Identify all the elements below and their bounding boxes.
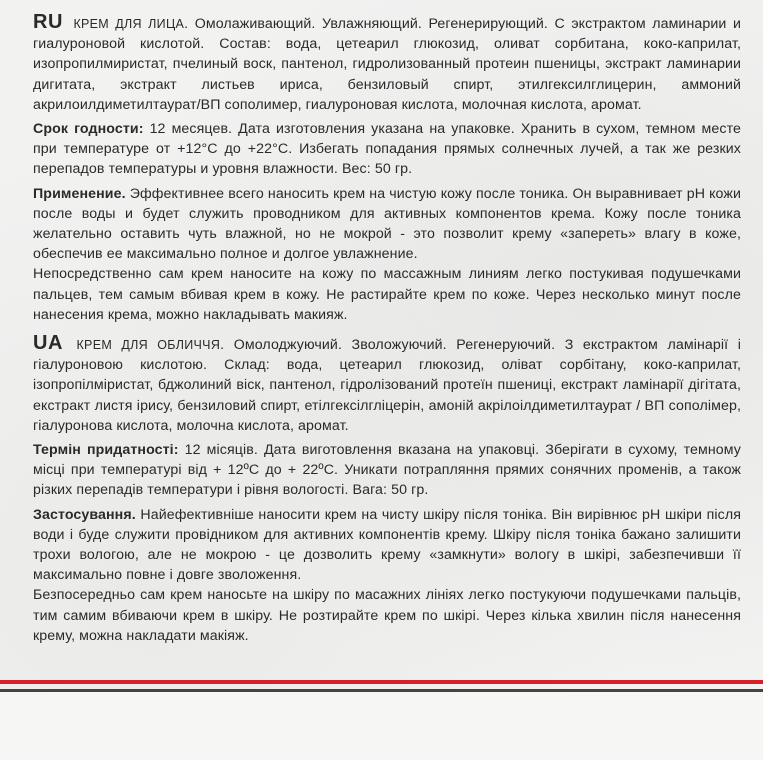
ru-usage-text: Эффективнее всего наносить крем на чистую кожу после тоника. Он выравнивает рН кожи после воды и будет служить проводником для активных компонентов крема. Кожу после тоника желательно оставить чуть влажной, но не мокрой - это позволит крему «запереть» влагу в коже, обеспечив ее максимально полное и долгое увлажнение. xyxy=(33,185,741,263)
bottom-blank-band xyxy=(0,692,763,760)
ua-product-name: КРЕМ ДЛЯ ОБЛИЧЧЯ xyxy=(76,338,221,353)
ru-intro-text: . Омолаживающий. Увлажняющий. Регенерирующий. С экстрактом ламинарии и гиалуроновой кислотой. Состав: вода, цетеарил глюкозид, оливат сорбитана, коко-каприлат, изопропилмиристат, пчелиный воск, пантенол, гидролизованный протеин пшеницы, экстракт ламинарии дигитата, экстракт листьев ириса, бензиловый спирт, этилгексилглицерин, аммоний акрилоилдиметилтаурат/ВП сополимер, гиалуроновая кислота, молочная кислота, аромат. xyxy=(33,16,741,113)
ru-shelf-life-text: 12 месяцев. Дата изготовления указана на упаковке. Хранить в сухом, темном месте при температуре от +12°С до +22°С. Избегать попадания прямых солнечных лучей, а так же резких перепадов температуры и уровня влажности. Вес: 50 гр. xyxy=(33,121,741,178)
ua-shelf-life-text: 12 місяців. Дата виготовлення вказана на упаковці. Зберігати в сухому, темному місці при температурі від + 12ºС до + 22ºС. Уникати потрапляння прямих сонячних променів, а також різких перепадів температури і рівня вологості. Вага: 50 гр. xyxy=(33,442,741,499)
ru-product-name: КРЕМ ДЛЯ ЛИЦА xyxy=(73,17,185,31)
ru-shelf-life-paragraph xyxy=(33,119,741,180)
ua-usage-text: Найефективніше наносити крем на чисту шкіру після тоніка. Він вирівнює рН шкіри після води і буде служити провідником для активних компонентів крему. Шкіру після тоніка бажано залишити трохи вологою, але не мокрою - це дозволить крему «замкнути» вологу в шкірі, забезпечивши її максимально повне і довге зволоження. xyxy=(33,506,741,584)
ua-usage-paragraph xyxy=(33,505,741,586)
red-divider-stripe xyxy=(0,680,763,684)
ru-application-paragraph: Непосредственно сам крем наносите на кожу по массажным линиям легко постукивая подушечками пальцев, тем самым вбивая крем в кожу. Не растирайте крем по коже. Через несколько минут после нанесения крема, можно накладывать макияж. xyxy=(33,266,741,323)
ua-shelf-life-label: Термін придатності: xyxy=(33,442,179,459)
ru-language-code: RU xyxy=(33,11,63,33)
ua-intro-paragraph xyxy=(33,333,741,436)
label-text-block xyxy=(33,12,741,646)
ru-usage-label: Применение. xyxy=(33,185,126,202)
ua-application-paragraph: Безпосередньо сам крем наносьте на шкіру по масажних лініях легко постукуючи подушечками пальців, тим самим вбиваючи крем в шкіру. Не розтирайте крем по шкірі. Через кілька хвилин після нанесення крему, можна накладати макіяж. xyxy=(33,587,741,644)
ua-intro-text: . Омолоджуючий. Зволожуючий. Регенеруючий. З екстрактом ламінарії і гіалуроновою кислотою. Склад: вода, цетеарил глюкозид, олiват сорбітану, коко-каприлат, ізопропілміристат, бджолиний віск, пантенол, гідролізований протеїн пшениці, екстракт ламінарії дігітата, екстракт листя ірису, бензиловий спирт, етілгексілгліцерін, амоній акрілоілдиметилтаурат / ВП сополімер, гіалуронова кислота, молочна кислота, аромат. xyxy=(33,337,741,434)
ru-usage-paragraph xyxy=(33,184,741,265)
ua-language-code: UA xyxy=(33,332,63,355)
ru-intro-paragraph xyxy=(33,12,741,115)
ru-shelf-life-label: Срок годности: xyxy=(33,121,144,138)
ua-usage-label: Застосування. xyxy=(33,506,136,523)
ua-shelf-life-paragraph xyxy=(33,440,741,501)
